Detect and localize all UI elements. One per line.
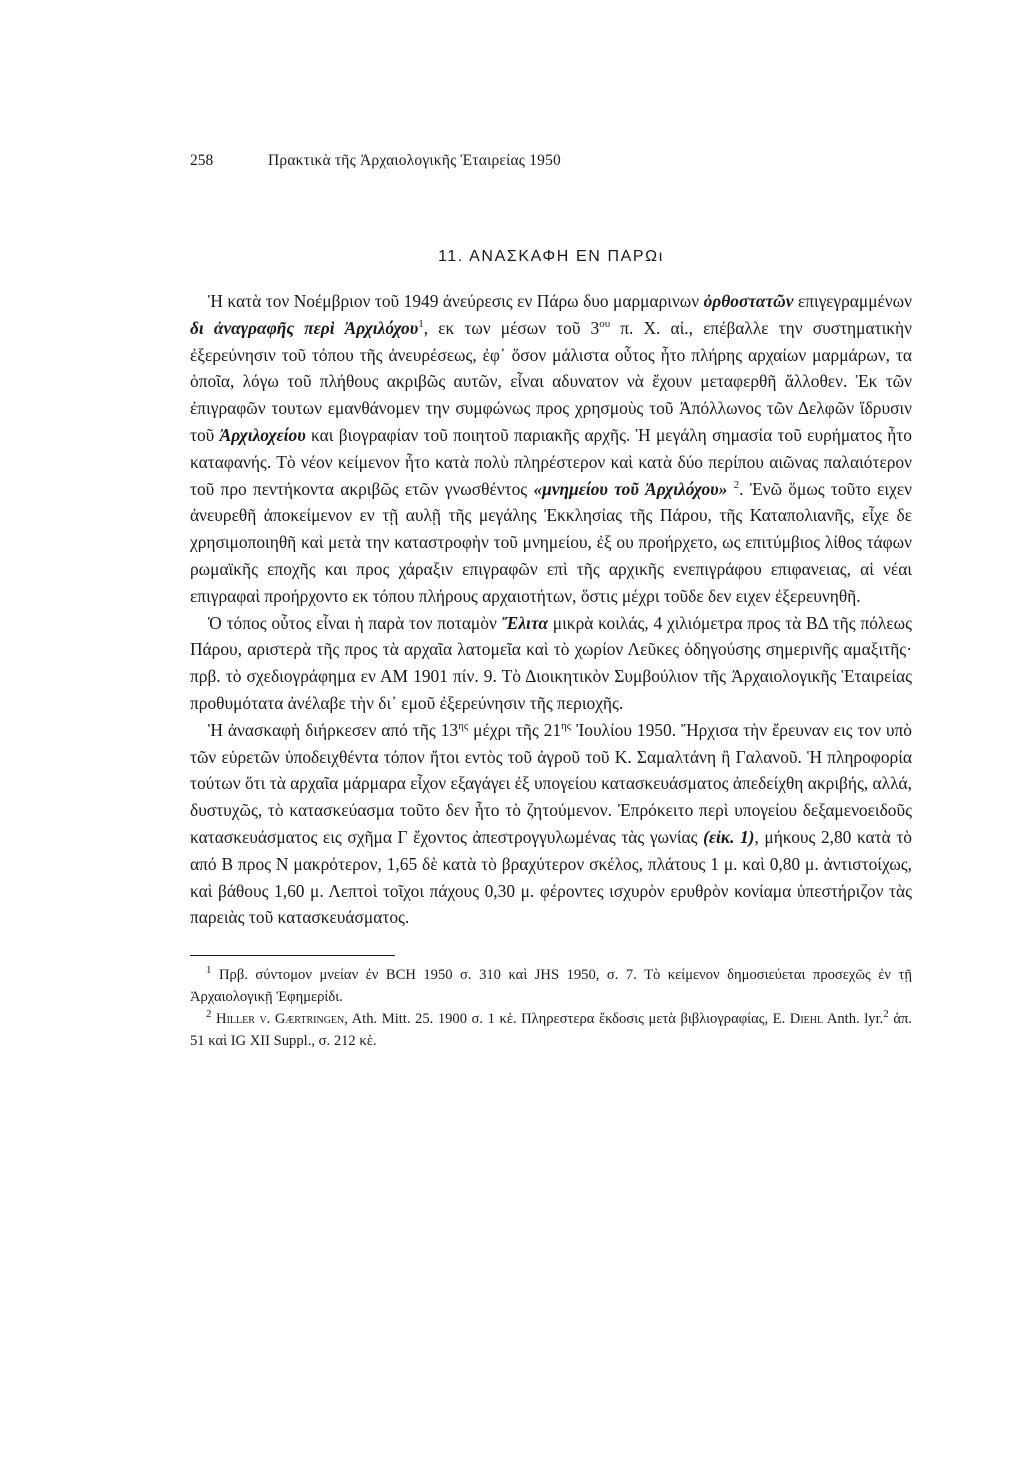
text-run: Ἰουλίου 1950. Ἤρχισα τὴν ἔρευναν εις τον υπὸ τῶν εὑρετῶν ὑποδειχθέντα τόπον ἤτοι εντὸς τοῦ ἀγροῦ τοῦ Κ. Σαμαλτάνη ἢ Γαλανοῦ. Ἡ πληροφορία τούτων ὅτι τὰ αρχαῖα μάρμαρα εἶχον εξαγάγει ἐξ υπογείου κατασκευάσματος ἀπεδείχθη ακριβής, αλλά, δυστυχῶς, τὸ κατασκεύασμα τοῦτο δεν ἦτο τὸ ζητούμενον. Ἐπρόκειτο περὶ υπογείου δεξαμενοειδοῦς κατασκευάσματος εις σχῆμα Γ ἔχοντος ἀπεστρογγυλωμένας τὰς γωνίας bbox=[190, 719, 912, 847]
footnote-text: Anth. lyr. bbox=[823, 1011, 884, 1028]
footnote-divider bbox=[190, 955, 395, 956]
text-run: Ὁ τόπος οὗτος εἶναι ἡ παρὰ τον ποταμὸν bbox=[208, 612, 502, 633]
text-run: , μήκους 2,80 κατὰ τὸ από Β προς Ν μακρότερον, 1,65 δὲ κατὰ τὸ βραχύτερον σκέλος, πλάτους 1 μ. καὶ 0,80 μ. ἀντιστοίχως, καὶ βάθους 1,60 μ. Λεπτοὶ τοῖχοι πάχους 0,30 μ. φέροντες ισχυρὸν ερυθρὸν κονίαμα ὑπεστήριζον τὰς παρειὰς τοῦ κατασκευάσματος. bbox=[190, 826, 913, 928]
footnote-text: , Ath. Mitt. 25. 1900 σ. 1 κἑ. Πληρεστερα ἔκδοσις μετὰ βιβλιογραφίας, Ε. bbox=[344, 1011, 790, 1028]
italic-run: ὀρθοστατῶν bbox=[703, 291, 794, 311]
footnote-ref-1[interactable]: 1 bbox=[418, 318, 424, 330]
footnote-mark: 2 bbox=[206, 1008, 212, 1021]
text-run: Ἡ κατὰ τον Νοέμβριον τοῦ 1949 ἀνεύρεσις εν Πάρω δυο μαρμαρινων bbox=[208, 291, 704, 311]
italic-run: δι ἀναγραφῆς περὶ Ἀρχιλόχου bbox=[190, 317, 419, 338]
text-run: . Ἐνῶ ὅμως τοῦτο ειχεν ἀνευρεθῆ ἀποκείμενον εν τῇ αυλῇ τῆς μεγάλης Ἐκκλησίας τῆς Πάρου, τῆς Καταπολιανῆς, εἶχε δε χρησιμοποιηθῆ καὶ μετὰ την καταστροφὴν τοῦ μνημείου, ἐξ ου προήρχετο, ως επιτύμβιος λίθος τάφων ρωμαϊκῆς εποχῆς και προς χάραξιν επιγραφῶν επὶ τῆς αρχικῆς ενεπιγράφου επιφανειας, αἱ νέαι επιγραφαὶ προήρχοντο εκ τόπου πλήρους αρχαιοτήτων, ὅστις μέχρι τοῦδε δεν ειχεν ἐξερευνηθῆ. bbox=[190, 478, 912, 606]
italic-run: «μνημείου τοῦ Ἀρχιλόχου» bbox=[533, 478, 728, 499]
superscript: ης bbox=[458, 719, 469, 732]
figure-reference[interactable]: (εἰκ. 1) bbox=[703, 826, 755, 847]
footnote-ref-2[interactable]: 2 bbox=[733, 478, 740, 491]
superscript: 2 bbox=[883, 1008, 889, 1021]
footnote-1 bbox=[190, 964, 912, 1008]
running-header bbox=[190, 152, 912, 176]
author-name: Hiller v. Gærtringen bbox=[216, 1011, 345, 1028]
footnotes bbox=[190, 964, 912, 1052]
italic-run: Ἀρχιλοχείου bbox=[219, 424, 306, 445]
running-title: Πρακτικὰ τῆς Ἀρχαιολογικῆς Ἑταιρείας 1950 bbox=[268, 152, 561, 169]
paragraph-2 bbox=[190, 610, 912, 717]
text-run: μικρὰ κοιλάς, 4 χιλιόμετρα προς τὰ ΒΔ τῆς πόλεως Πάρου, αριστερὰ τῆς προς τὰ αρχαῖα λατομεῖα καὶ τὸ χωρίον Λεῦκες ὁδηγούσης σημερινῆς αμαξιτῆς· πρβ. τὸ σχεδιογράφημα εν ΑΜ 1901 πίν. 9. Τὸ Διοικητικὸν Συμβούλιον τῆς Ἀρχαιολογικῆς Ἑταιρείας προθυμότατα ἀνέλαβε τὴν δι᾽ εμοῦ ἐξερεύνησιν τῆς περιοχῆς. bbox=[190, 612, 912, 713]
paragraph-3 bbox=[190, 717, 912, 931]
italic-run: Ἔλιτα bbox=[501, 612, 548, 633]
footnote-text: ἀπ. 51 καὶ IG XII Suppl., σ. 212 κἑ. bbox=[190, 1011, 912, 1050]
text-run: Ἡ ἀνασκαφὴ διήρκεσεν από τῆς 13 bbox=[208, 719, 459, 740]
text-run: μέχρι τῆς 21 bbox=[468, 719, 562, 740]
superscript: ου bbox=[599, 318, 611, 330]
text-run: επιγεγραμμένων bbox=[793, 291, 912, 311]
text-run: π. Χ. αἰ., επέβαλλε την συστηματικὴν ἐξερεύνησιν τοῦ τόπου τῆς ἀνευρέσεως, ἐφ᾽ ὅσον μάλιστα οὗτος ἦτο πλήρης αρχαίων μαρμάρων, τα ὁποῖα, λόγω τοῦ πλήθους ακριβῶς αυτῶν, εἶναι αδυνατον νὰ ἔχουν μεταφερθῆ ἄλλοθεν. Ἐκ τῶν ἐπιγραφῶν τουτων εμανθάνομεν την συμφώνως προς χρησμοὺς τοῦ Ἀπόλλωνος τῶν Δελφῶν ἵδρυσιν τοῦ bbox=[190, 317, 912, 445]
superscript: ης bbox=[561, 719, 572, 732]
page-number: 258 bbox=[190, 152, 214, 169]
text-run: και βιογραφίαν τοῦ ποιητοῦ παριακῆς αρχῆς. Ἡ μεγάλη σημασία τοῦ ευρήματος ἦτο καταφανής. Τὸ νέον κείμενον ἦτο κατὰ πολὺ πληρέστερον καὶ κατὰ δύο περίπου αιῶνας παλαιότερον τοῦ προ πεντήκοντα ακριβῶς ετῶν γνωσθέντος bbox=[190, 424, 912, 499]
footnote-2 bbox=[190, 1008, 912, 1052]
text-run: , εκ των μέσων τοῦ 3 bbox=[423, 317, 600, 338]
page bbox=[190, 152, 912, 1052]
author-name: Diehl bbox=[789, 1011, 824, 1028]
paragraph-1 bbox=[190, 288, 912, 610]
footnote-text: Πρβ. σύντομον μνείαν ἐν BCH 1950 σ. 310 καὶ JHS 1950, σ. 7. Τὸ κείμενον δημοσιεύεται προσεχῶς ἐν τῇ Ἀρχαιολογικῇ Ἐφημερίδι. bbox=[190, 967, 912, 1006]
body-text bbox=[190, 288, 912, 931]
footnote-mark: 1 bbox=[206, 964, 212, 977]
section-title: 11. ΑΝΑΣΚΑΦΗ ΕΝ ΠΑΡΩι bbox=[438, 248, 664, 265]
